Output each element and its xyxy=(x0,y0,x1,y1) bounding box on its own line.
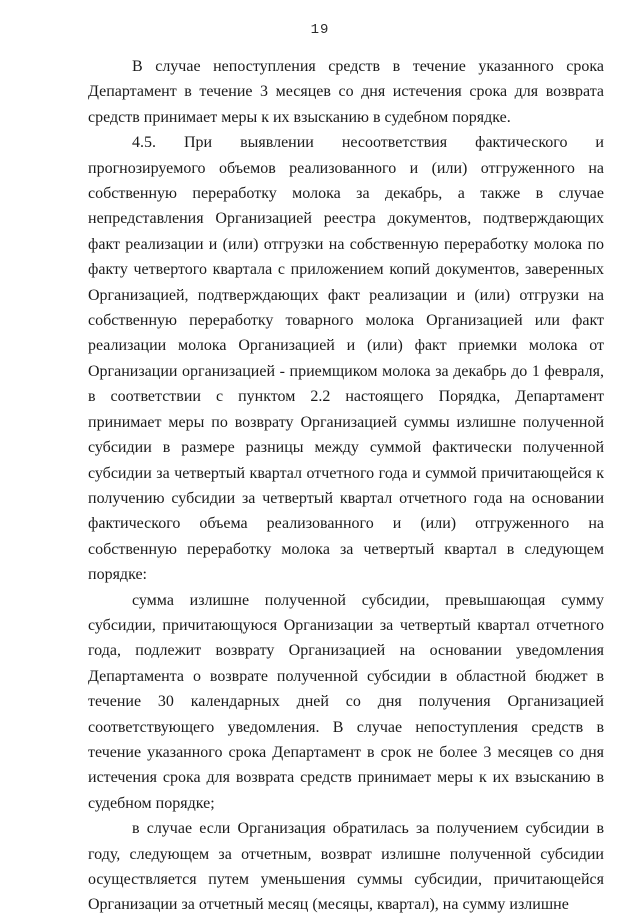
document-body xyxy=(88,54,604,918)
paragraph-next-year-application: в случае если Организация обратилась за получением субсидии в году, следующем за отчетным, возврат излишне полученной субсидии осуществляется путем уменьшения суммы субсидии, причитающейся Организации за отчетный месяц (месяцы, квартал), на сумму излишне xyxy=(88,820,604,914)
paragraph-excess-subsidy-refund: сумма излишне полученной субсидии, превышающая сумму субсидии, причитающуюся Организации за четвертый квартал отчетного года, подлежит возврату Организацией на основании уведомления Департамента о возврате полученной субсидии в областной бюджет в течение 30 календарных дней со дня получения Организацией соответствующего уведомления. В случае непоступления средств в течение указанного срока Департамент в срок не более 3 месяцев со дня истечения срока для возврата средств принимает меры к их взысканию в судебном порядке; xyxy=(88,591,604,812)
page-number: 19 xyxy=(310,22,330,38)
paragraph-section-4-5: 4.5. При выявлении несоответствия фактического и прогнозируемого объемов реализованного и (или) отгруженного на собственную переработку молока за декабрь, а также в случае непредставления Организацией реестра документов, подтверждающих факт реализации и (или) отгрузки на собственную переработку молока по факту четвертого квартала с приложением копий документов, заверенных Организацией, подтверждающих факт реализации и (или) отгрузки на собственную переработку товарного молока Организацией или факт реализации молока Организацией и (или) факт приемки молока от Организации организацией - приемщиком молока за декабрь до 1 февраля, в соответствии с пунктом 2.2 настоящего Порядка, Департамент принимает меры по возврату Организацией суммы излишне полученной субсидии в размере разницы между суммой фактически полученной субсидии за четвертый квартал отчетного года и суммой причитающейся к получению субсидии за четвертый квартал отчетного года на основании фактического объема реализованного и (или) отгруженного на собственную переработку молока за четвертый квартал в следующем порядке: xyxy=(88,134,604,584)
paragraph-refund-deadline: В случае непоступления средств в течение указанного срока Департамент в течение 3 месяцев со дня истечения срока для возврата средств принимает меры к их взысканию в судебном порядке. xyxy=(88,58,604,126)
